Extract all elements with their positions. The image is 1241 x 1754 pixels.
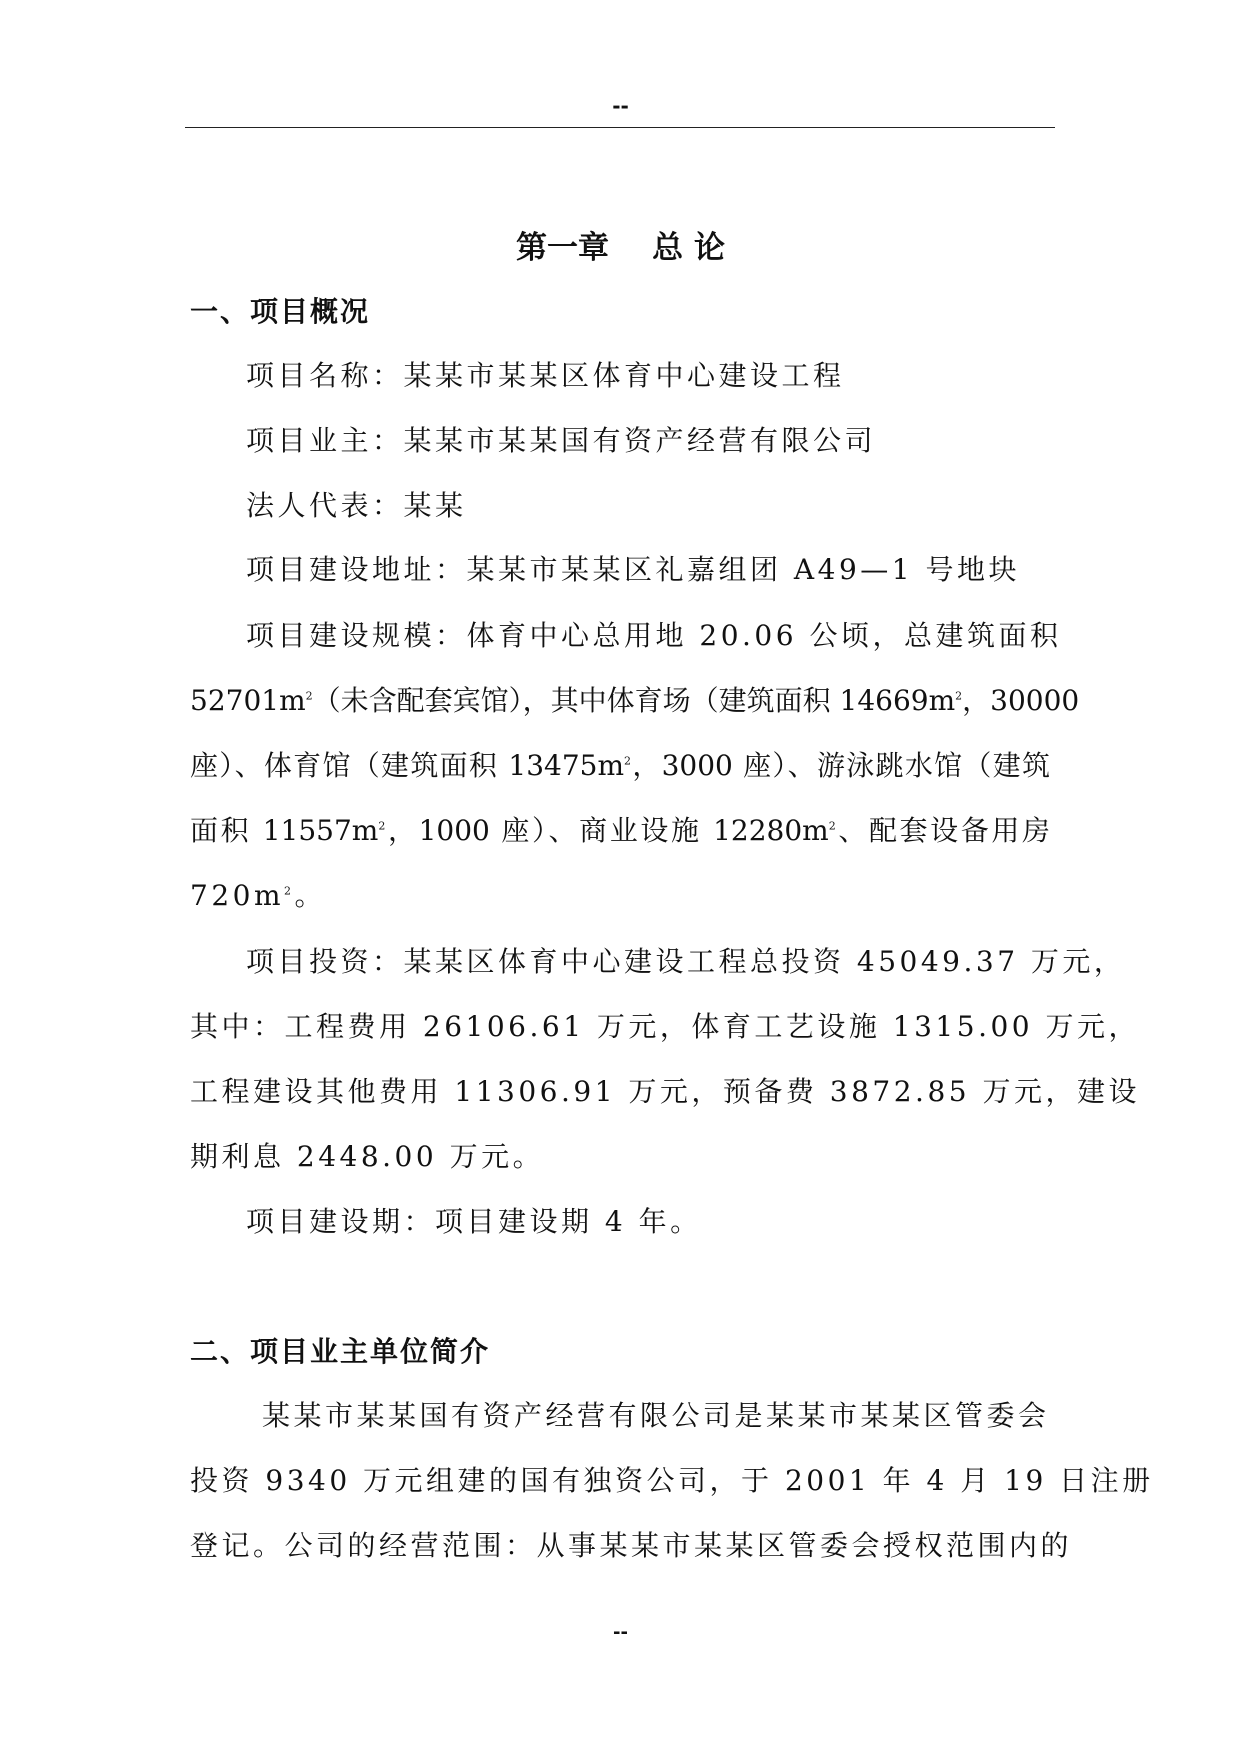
section-heading-overview: 一、项目概况 [190,295,371,328]
project-name-line: 项目名称：某某市某某区体育中心建设工程 [246,359,845,392]
owner-intro-line-3: 登记。公司的经营范围：从事某某市某某区管委会授权范围内的 [190,1529,1073,1562]
scale-line-2: $52701m^2$（未含配套宾馆），其中体育场（建筑面积 $14669m^2$，30000 [190,684,1080,717]
project-owner-line: 项目业主：某某市某某国有资产经营有限公司 [246,424,877,457]
investment-line-1: 项目投资：某某区体育中心建设工程总投资 45049.37 万元， [246,945,1126,978]
page-footer-mark: -- [613,1622,628,1643]
investment-line-3: 工程建设其他费用 11306.91 万元，预备费 3872.85 万元，建设 [190,1075,1140,1108]
scale-line-5: $720m^2$。 [190,879,327,912]
owner-intro-line-2: 投资 9340 万元组建的国有独资公司，于 2001 年 4 月 19 日注册 [190,1464,1154,1497]
scale-line-4: 面积 $11557m^2$，1000 座）、商业设施 $12280m^2$、配套设备用房 [190,814,1050,847]
construction-period-line: 项目建设期：项目建设期 4 年。 [246,1205,702,1238]
header-rule [185,127,1055,128]
scale-line-3: 座）、体育馆（建筑面积 $13475m^2$，3000 座）、游泳跳水馆（建筑 [190,749,1050,782]
legal-rep-line: 法人代表：某某 [246,489,467,522]
scale-line-1: 项目建设规模：体育中心总用地 20.06 公顷，总建筑面积 [246,619,1062,652]
page-header-mark: -- [612,94,629,118]
project-address-line: 项目建设地址：某某市某某区礼嘉组团 A49—1 号地块 [246,553,1020,586]
chapter-title: 第一章 总 论 [516,230,725,266]
investment-line-2: 其中：工程费用 26106.61 万元，体育工艺设施 1315.00 万元， [190,1010,1140,1043]
owner-intro-line-1: 某某市某某国有资产经营有限公司是某某市某某区管委会 [262,1399,1050,1432]
investment-line-4: 期利息 2448.00 万元。 [190,1140,545,1173]
section-heading-owner-intro: 二、项目业主单位简介 [190,1335,491,1368]
